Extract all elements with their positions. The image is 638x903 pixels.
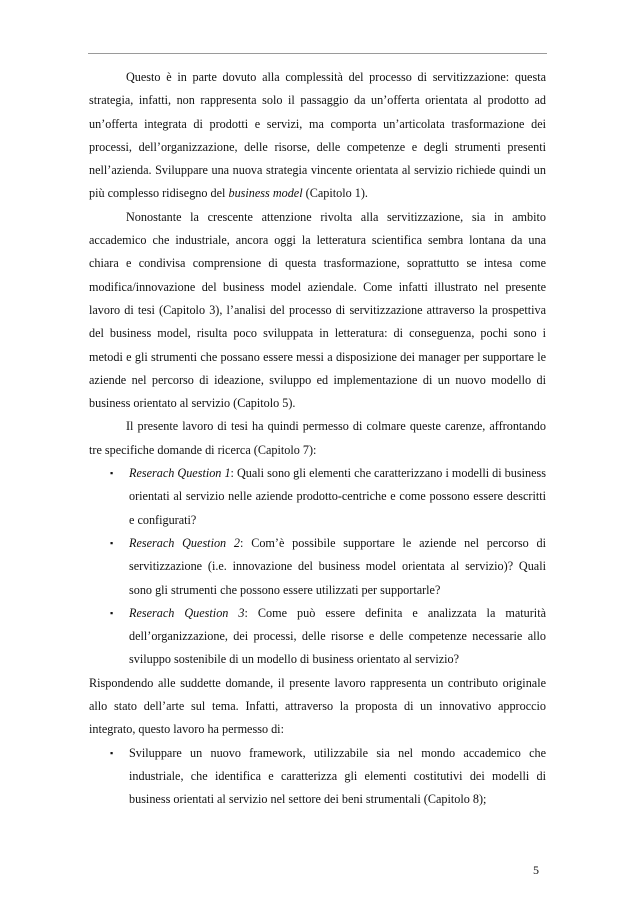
page-number: 5	[533, 863, 539, 877]
list-item: ▪ Reserach Question 3: Come può essere definita e analizzata la maturità dell’organizzazione, dei processi, delle risorse e delle competenze necessarie allo sviluppo sostenibile di un modello di business orientato al servizio?	[89, 602, 546, 672]
square-bullet-icon: ▪	[110, 607, 114, 618]
list-item: ▪ Reserach Question 2: Com’è possibile supportare le aziende nel percorso di servitizzazione (i.e. innovazione del business model orientata al servizio)? Quali sono gli strumenti che possono essere utilizzati per supportarle?	[89, 532, 546, 602]
paragraph-3: Il presente lavoro di tesi ha quindi permesso di colmare queste carenze, affrontando tre specifiche domande di ricerca (Capitolo 7):	[89, 419, 546, 457]
square-bullet-icon: ▪	[110, 468, 114, 479]
list-item: ▪ Sviluppare un nuovo framework, utilizzabile sia nel mondo accademico che industriale, che identifica e caratterizza gli elementi costitutivi dei modelli di business orientati al servizio nel settore dei beni strumentali (Capitolo 8);	[89, 742, 546, 812]
research-question-label: Reserach Question 1	[129, 466, 231, 481]
square-bullet-icon: ▪	[110, 747, 114, 758]
list-item: ▪ Reserach Question 1: Quali sono gli elementi che caratterizzano i modelli di business orientati al servizio nelle aziende prodotto-centriche e come possono essere descritti e configurati?	[89, 462, 546, 532]
research-question-label: Reserach Question 2	[129, 535, 241, 550]
paragraph-4: Rispondendo alle suddette domande, il presente lavoro rappresenta un contributo originale allo stato dell’arte sul tema. Infatti, attraverso la proposta di un innovativo approccio integrato, questo lavoro ha permesso di:	[89, 675, 546, 737]
research-question-label: Reserach Question 3	[129, 605, 245, 620]
header-rule	[88, 53, 547, 54]
emphasis-business-model: business model	[228, 186, 303, 201]
square-bullet-icon: ▪	[110, 537, 114, 548]
paragraph-2: Nonostante la crescente attenzione rivolta alla servitizzazione, sia in ambito accademico che industriale, ancora oggi la letteratura scientifica sembra lontana da una chiara e condivisa comprensione di questa trasformazione, soprattutto se intesa come modifica/innovazione del business model aziendale. Come infatti illustrato nel presente lavoro di tesi (Capitolo 3), l’analisi del processo di servitizzazione attraverso la prospettiva del business model, risulta poco sviluppata in letteratura: di conseguenza, pochi sono i metodi e gli strumenti che possano essere messi a disposizione dei manager per supportare le aziende nel percorso di ideazione, sviluppo ed implementazione di un nuovo modello di business orientato al servizio (Capitolo 5).	[89, 209, 546, 411]
contributions-list	[89, 742, 546, 812]
paragraph-1: Questo è in parte dovuto alla complessità del processo di servitizzazione: questa strategia, infatti, non rappresenta solo il passaggio da un’offerta orientata al prodotto ad un’offerta integrata di prodotti e servizi, ma comporta un’articolata trasformazione dei processi, dell’organizzazione, delle risorse, delle competenze e degli strumenti presenti nell’azienda. Sviluppare una nuova strategia vincente orientata al servizio richiede quindi un più complesso ridisegno del business model (Capitolo 1).	[89, 70, 546, 201]
page-body	[89, 66, 546, 812]
research-questions-list	[89, 462, 546, 672]
